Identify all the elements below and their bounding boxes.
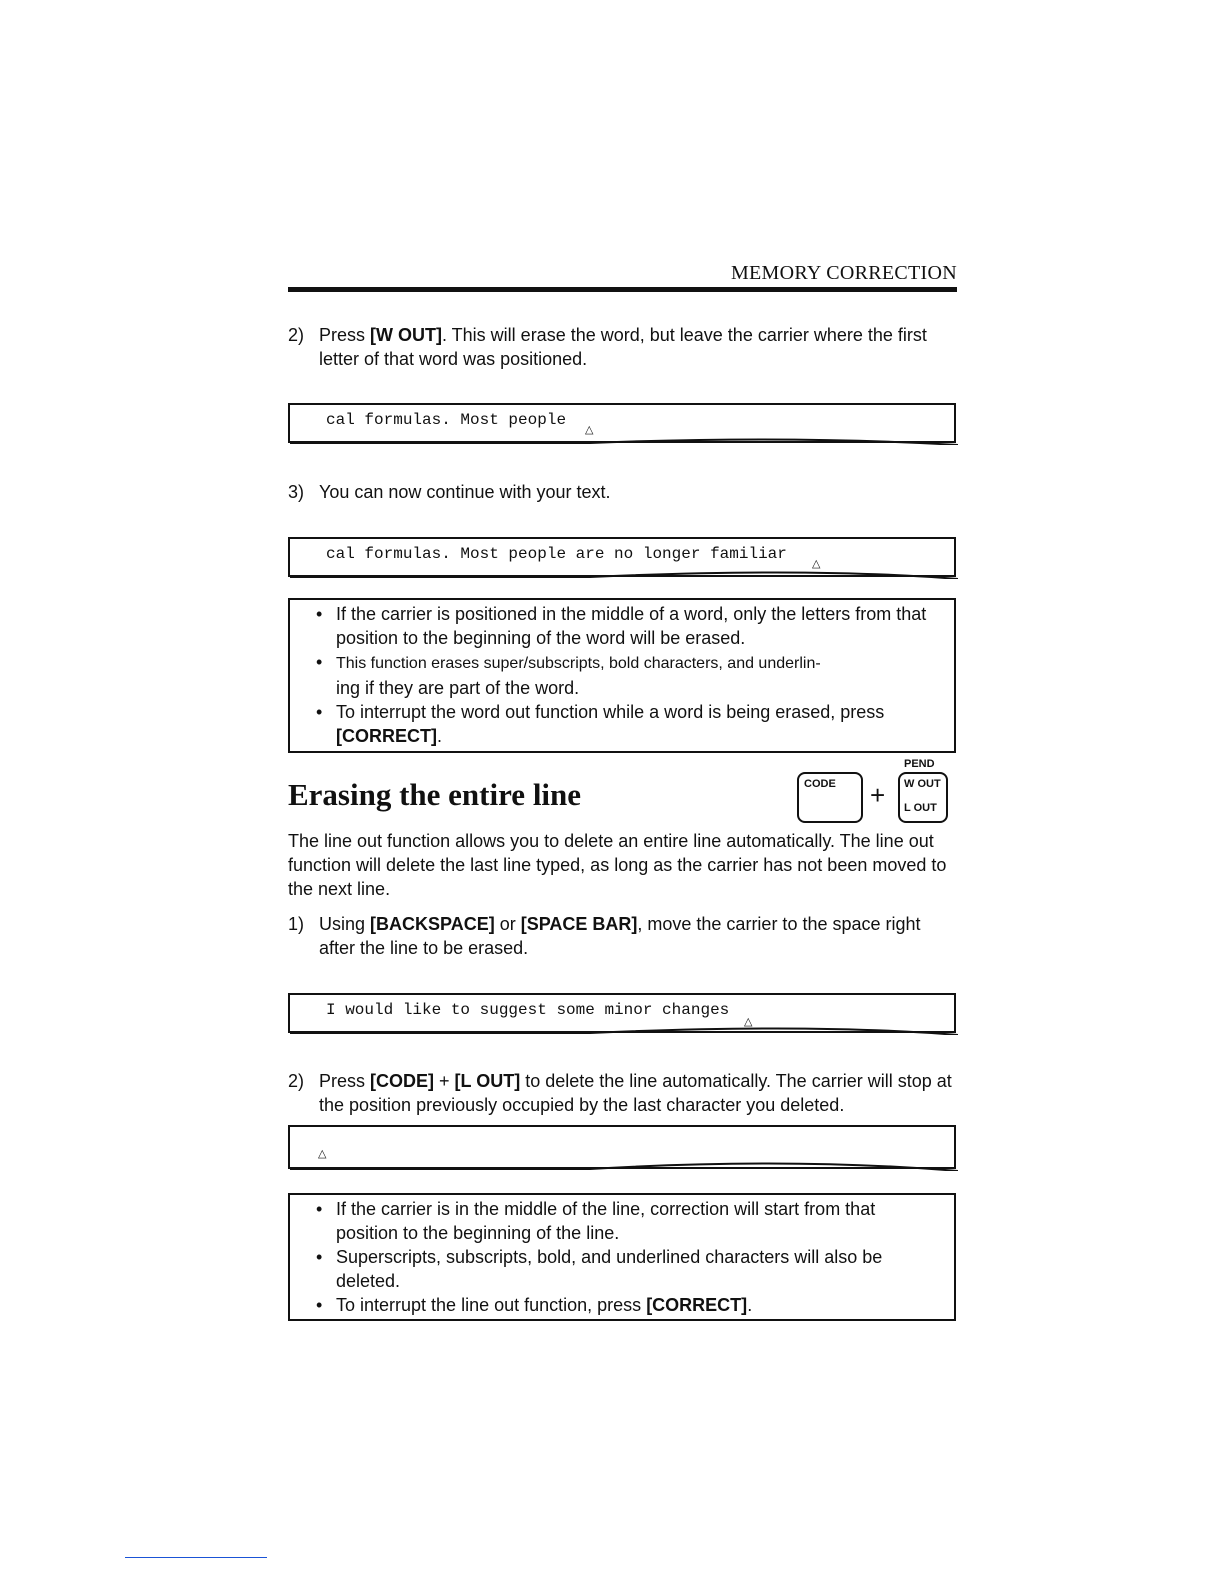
step-move-carrier [288,912,958,960]
step-text: You can now continue with your text. [319,482,611,502]
display-curve [290,1127,958,1171]
wout-lout-key-icon: W OUT L OUT [898,772,948,823]
carrier-caret-icon: △ [318,1148,327,1160]
step-press-code-lout [288,1069,958,1117]
display-text: cal formulas. Most people are no longer familiar [326,545,787,563]
carrier-caret-icon: △ [744,1016,753,1028]
key-ref-backspace: [BACKSPACE] [370,914,495,934]
step-number: 3) [288,482,305,502]
key-ref-correct: [CORRECT] [336,726,437,746]
note-bullet: • To interrupt the line out function, press [CORRECT]. [316,1293,936,1317]
step-press-wout [288,323,958,371]
display-example-3 [288,993,956,1033]
note-bullet: • If the carrier is positioned in the middle of a word, only the letters from that position to the beginning of the word will be erased. [316,602,936,650]
code-key-icon: CODE [797,772,863,823]
display-example-4 [288,1125,956,1169]
note-bullet: • To interrupt the word out function while a word is being erased, press [CORRECT]. [316,700,936,748]
display-example-2 [288,537,956,577]
section-title: Erasing the entire line [288,777,582,812]
step-text: Press [CODE] + [L OUT] to delete the line automatically. The carrier will stop at the position previously occupied by the last character you deleted. [319,1071,952,1115]
key-ref-code: [CODE] [370,1071,435,1091]
step-number: 2) [288,325,305,345]
step-number: 1) [288,914,305,934]
intro-paragraph: The line out function allows you to delete an entire line automatically. The line out function will delete the last line typed, as long as the carrier has not been moved to the next line. [288,831,947,899]
key-ref-space-bar: [SPACE BAR] [520,914,638,934]
plus-sign: + [870,780,886,810]
carrier-caret-icon: △ [812,558,821,570]
step-continue [288,480,958,504]
step-number: 2) [288,1071,305,1091]
note-box-line-out [288,1193,956,1321]
note-bullet: • If the carrier is in the middle of the line, correction will start from that position to the beginning of the line. [316,1197,936,1245]
note-bullet: • This function erases super/subscripts, bold characters, and underlin- ing if they are part of the word. [316,650,936,700]
display-text: I would like to suggest some minor changes [326,1001,730,1019]
header-rule [288,287,957,292]
note-box-word-out [288,598,956,753]
running-header: MEMORY CORRECTION [730,262,957,284]
key-ref-lout: [L OUT] [454,1071,521,1091]
key-ref-wout: [W OUT] [370,325,442,345]
note-bullet: • Superscripts, subscripts, bold, and underlined characters will also be deleted. [316,1245,936,1293]
step-text: Using [BACKSPACE] or [SPACE BAR], move the carrier to the space right after the line to be erased. [319,914,921,958]
footer-link-line [125,1557,267,1558]
display-text: cal formulas. Most people [326,411,567,429]
key-ref-correct: [CORRECT] [646,1295,748,1315]
carrier-caret-icon: △ [585,424,594,436]
pend-label: PEND [904,758,935,770]
step-text: Press [W OUT]. This will erase the word, but leave the carrier where the first letter of that word was positioned. [319,325,927,369]
display-example-1 [288,403,956,443]
